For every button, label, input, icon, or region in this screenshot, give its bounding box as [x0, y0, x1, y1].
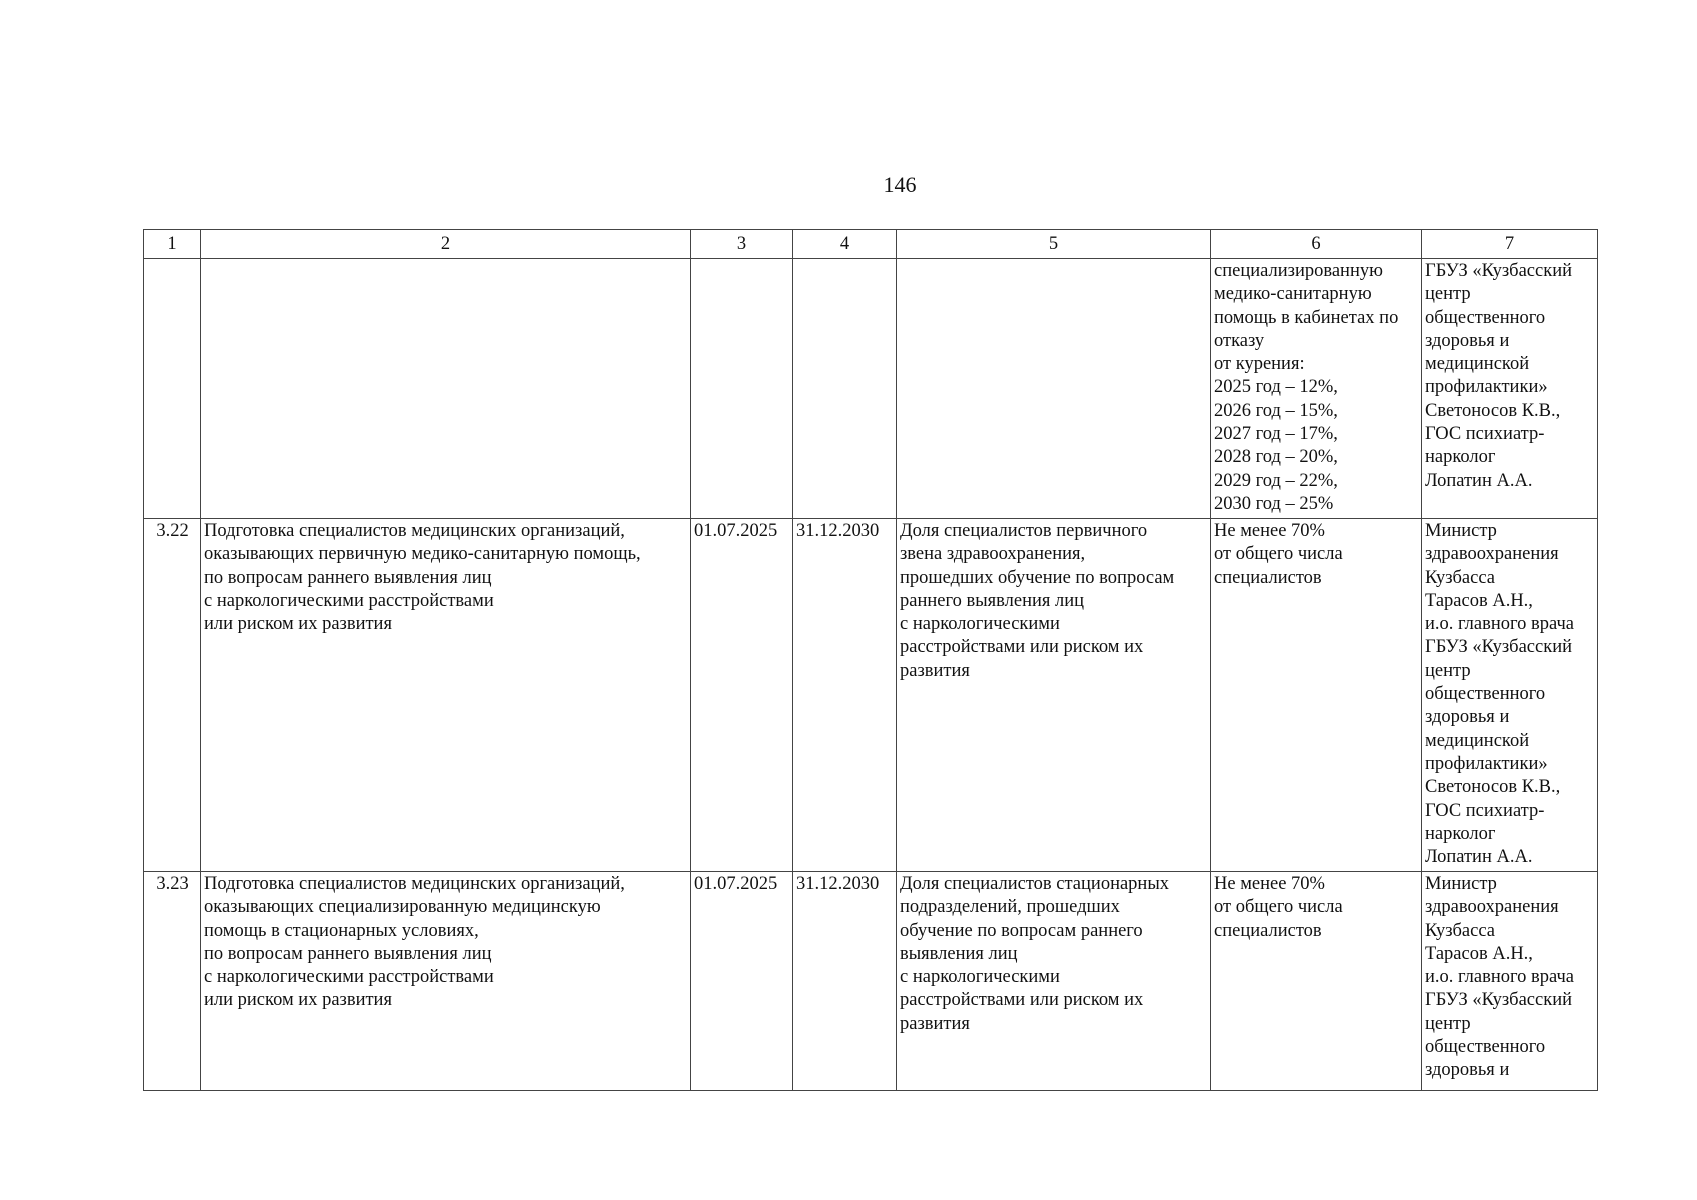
responsible-cell: Министр здравоохранения Кузбасса Тарасов А.Н., и.о. главного врача ГБУЗ «Кузбасский центр общественного здоровья и медицинской профилактики» Светоносов К.В., ГОС психиатр- нарколог Лопатин А.А.	[1422, 519, 1598, 872]
target-value-cell: Не менее 70% от общего числа специалистов	[1211, 872, 1422, 1091]
start-date-cell: 01.07.2025	[691, 872, 793, 1091]
start-date-cell	[691, 259, 793, 519]
indicator-cell	[897, 259, 1211, 519]
column-header: 4	[793, 230, 897, 259]
row-number-cell: 3.23	[144, 872, 201, 1091]
column-header: 2	[201, 230, 691, 259]
table-row	[144, 519, 1598, 872]
table-row	[144, 872, 1598, 1091]
column-header: 1	[144, 230, 201, 259]
activity-name-cell: Подготовка специалистов медицинских организаций, оказывающих специализированную медицинскую помощь в стационарных условиях, по вопросам раннего выявления лиц с наркологическими расстройствами или риском их развития	[201, 872, 691, 1091]
table-header-row	[144, 230, 1598, 259]
column-header: 5	[897, 230, 1211, 259]
activity-name-cell: Подготовка специалистов медицинских организаций, оказывающих первичную медико-санитарную помощь, по вопросам раннего выявления лиц с наркологическими расстройствами или риском их развития	[201, 519, 691, 872]
target-value-cell: Не менее 70% от общего числа специалистов	[1211, 519, 1422, 872]
target-value-cell: специализированную медико-санитарную помощь в кабинетах по отказу от курения: 2025 год – 12%, 2026 год – 15%, 2027 год – 17%, 2028 год – 20%, 2029 год – 22%, 2030 год – 25%	[1211, 259, 1422, 519]
column-header: 7	[1422, 230, 1598, 259]
activity-name-cell	[201, 259, 691, 519]
start-date-cell: 01.07.2025	[691, 519, 793, 872]
column-header: 6	[1211, 230, 1422, 259]
row-number-cell	[144, 259, 201, 519]
page-number: 146	[883, 172, 917, 197]
responsible-cell: Министр здравоохранения Кузбасса Тарасов А.Н., и.о. главного врача ГБУЗ «Кузбасский центр общественного здоровья и	[1422, 872, 1598, 1091]
plan-table	[143, 229, 1598, 1091]
end-date-cell: 31.12.2030	[793, 872, 897, 1091]
end-date-cell	[793, 259, 897, 519]
end-date-cell: 31.12.2030	[793, 519, 897, 872]
table-row	[144, 259, 1598, 519]
row-number-cell: 3.22	[144, 519, 201, 872]
responsible-cell: ГБУЗ «Кузбасский центр общественного здоровья и медицинской профилактики» Светоносов К.В., ГОС психиатр- нарколог Лопатин А.А.	[1422, 259, 1598, 519]
indicator-cell: Доля специалистов стационарных подразделений, прошедших обучение по вопросам раннего выявления лиц с наркологическими расстройствами или риском их развития	[897, 872, 1211, 1091]
column-header: 3	[691, 230, 793, 259]
indicator-cell: Доля специалистов первичного звена здравоохранения, прошедших обучение по вопросам раннего выявления лиц с наркологическими расстройствами или риском их развития	[897, 519, 1211, 872]
